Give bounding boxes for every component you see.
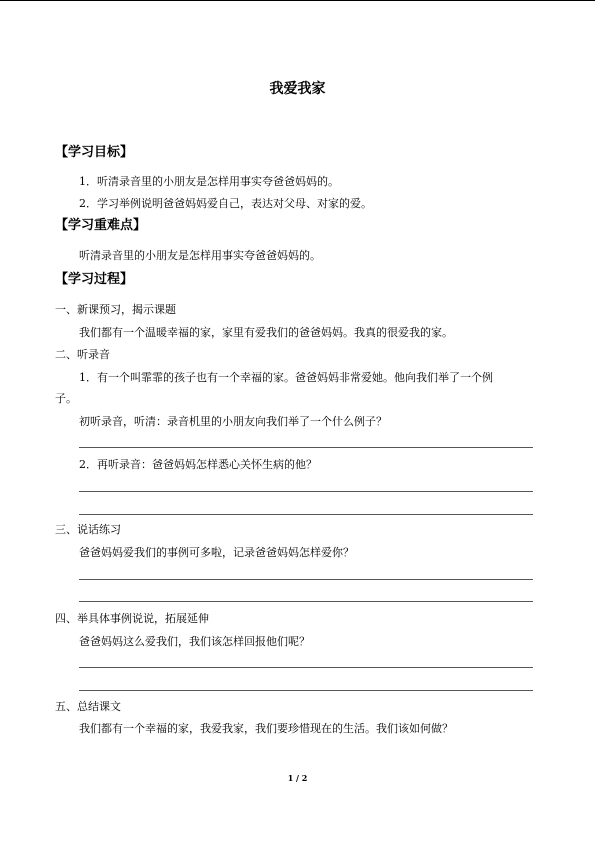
page-title: 我爱我家 [269, 81, 326, 97]
process-header: 【学习过程】 [55, 272, 134, 287]
keypoints-text: 听清录音里的小朋友是怎样用事实夸爸爸妈妈的。 [79, 249, 321, 262]
answer-line[interactable] [79, 601, 533, 602]
section-1-heading: 一、新课预习，揭示课题 [55, 303, 176, 316]
section-5-text: 我们都有一个幸福的家，我爱我家，我们要珍惜现在的生活。我们该如何做？ [79, 722, 453, 735]
section-1-text: 我们都有一个温暖幸福的家，家里有爱我们的爸爸妈妈。我真的很爱我的家。 [79, 326, 453, 339]
answer-line[interactable] [79, 447, 533, 448]
page-top-border [0, 0, 595, 1]
section-4-heading: 四、举具体事例说说，拓展延伸 [55, 612, 209, 625]
section-2-question-2: 2．再听录音：爸爸妈妈怎样悉心关怀生病的他？ [79, 458, 317, 471]
objectives-header: 【学习目标】 [55, 145, 134, 160]
keypoints-header: 【学习重难点】 [55, 218, 147, 233]
section-3-heading: 三、说话练习 [55, 523, 121, 536]
objective-item-1: 1．听清录音里的小朋友是怎样用事实夸爸爸妈妈的。 [79, 175, 339, 188]
section-5-heading: 五、总结课文 [55, 700, 121, 713]
answer-line[interactable] [79, 667, 533, 668]
answer-line[interactable] [79, 514, 533, 515]
section-2-paragraph-line-1: 1．有一个叫霏霏的孩子也有一个幸福的家。爸爸妈妈非常爱她。他向我们举了一个例 [79, 371, 493, 384]
section-4-text: 爸爸妈妈这么爱我们，我们该怎样回报他们呢？ [79, 635, 310, 648]
page-number: 1 / 2 [287, 773, 308, 783]
section-3-text: 爸爸妈妈爱我们的事例可多啦，记录爸爸妈妈怎样爱你？ [79, 546, 354, 559]
section-2-heading: 二、听录音 [55, 348, 110, 361]
answer-line[interactable] [79, 690, 533, 691]
section-2-question-1: 初听录音，听清：录音机里的小朋友向我们举了一个什么例子？ [79, 415, 387, 428]
objective-item-2: 2．学习举例说明爸爸妈妈爱自己，表达对父母、对家的爱。 [79, 197, 372, 210]
answer-line[interactable] [79, 579, 533, 580]
section-2-paragraph-line-2: 子。 [55, 392, 77, 405]
answer-line[interactable] [79, 491, 533, 492]
